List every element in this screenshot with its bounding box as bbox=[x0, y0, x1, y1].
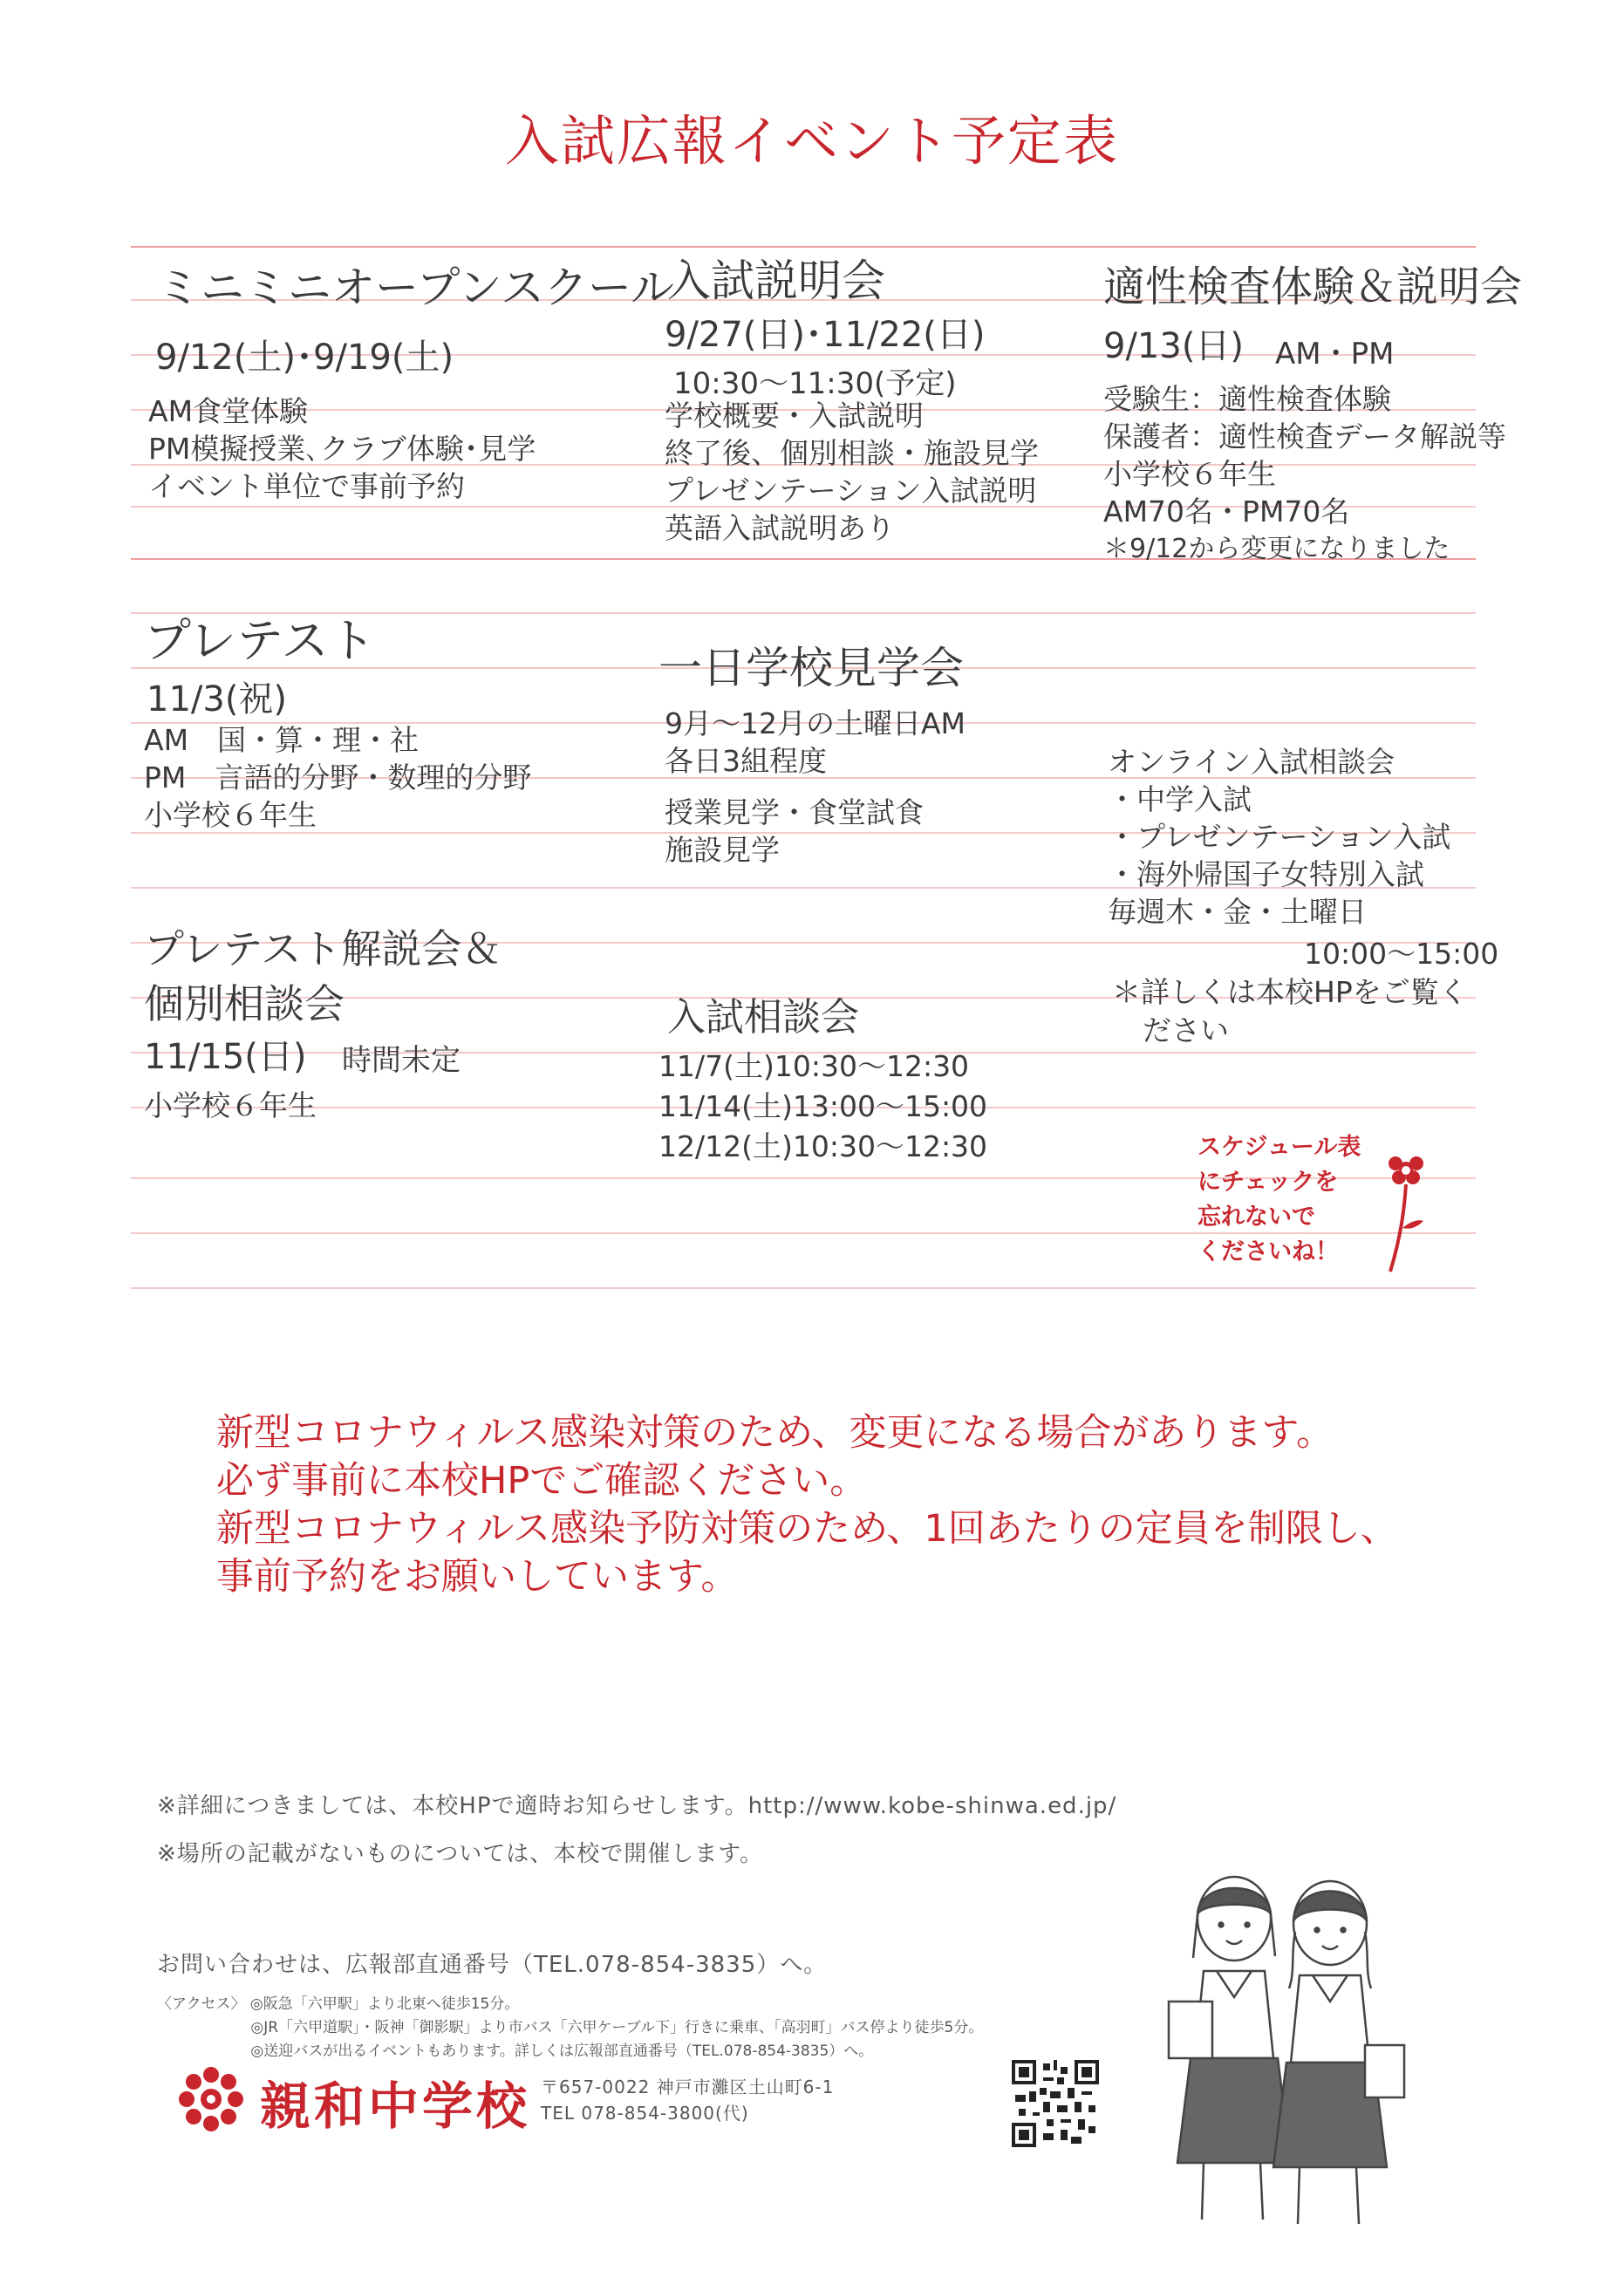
event-time: 10:30～11:30(予定) bbox=[673, 366, 957, 401]
event-details: 小学校６年生 bbox=[144, 1088, 317, 1122]
flower-illustration bbox=[1378, 1149, 1430, 1280]
footer-note-details: ※詳細につきましては、本校HPで適時お知らせします。http://www.kobe-shinwa.ed.jp/ bbox=[157, 1793, 1117, 1819]
covid-notice: 新型コロナウィルス感染対策のため、変更になる場合があります。 必ず事前に本校HPでご確認ください。 新型コロナウィルス感染予防対策のため、1回あたりの定員を制限し、 事前予約をお願いしています。 bbox=[216, 1411, 1398, 1599]
event-heading: 入試説明会 bbox=[667, 256, 885, 306]
event-date: 9/12(土)･9/19(土) bbox=[155, 338, 454, 378]
footer-note-venue: ※場所の記載がないものについては、本校で開催します。 bbox=[157, 1841, 764, 1867]
event-details: AM 国・算・理・社 PM 言語的分野・数理的分野 小学校６年生 bbox=[144, 723, 532, 832]
event-time: 時間未定 bbox=[342, 1043, 461, 1078]
event-heading: ミニミニオープンスクール bbox=[157, 263, 674, 313]
event-details: 9月～12月の土曜日AM 各日3組程度 bbox=[665, 706, 966, 778]
school-crest-icon bbox=[174, 2063, 248, 2136]
event-heading: プレテスト bbox=[144, 613, 376, 668]
event-details: 受験生：適性検査体験 保護者：適性検査データ解説等 小学校６年生 AM70名・PM70名 ＊9/12から変更になりました bbox=[1103, 382, 1506, 564]
school-address: 〒657-0022 神戸市灘区土山町6-1 TEL 078-854-3800(代) bbox=[541, 2077, 835, 2124]
event-details: 学校概要・入試説明 終了後、個別相談・施設見学 プレゼンテーション入試説明 英語入試説明あり bbox=[665, 399, 1039, 545]
event-heading: 入試相談会 bbox=[667, 995, 859, 1040]
footer-contact: お問い合わせは、広報部直通番号（TEL.078-854-3835）へ。 bbox=[157, 1952, 828, 1978]
event-date: 9/13(日) bbox=[1103, 326, 1245, 366]
school-name: 親和中学校 bbox=[260, 2077, 531, 2136]
qr-code-icon[interactable] bbox=[1012, 2060, 1099, 2147]
event-details: オンライン入試相談会 ・中学入試 ・プレゼンテーション入試 ・海外帰国子女特別入試 毎週木・金・土曜日 bbox=[1108, 745, 1451, 929]
event-date: 9/27(日)･11/22(日) bbox=[665, 315, 986, 355]
page-title: 入試広報イベント予定表 bbox=[504, 109, 1119, 173]
event-heading-2: 個別相談会 bbox=[144, 980, 345, 1027]
event-details: 11/7(土)10:30～12:30 11/14(土)13:00～15:00 12/12(土)10:30～12:30 bbox=[658, 1049, 988, 1163]
event-details: AM食堂体験 PM模擬授業､クラブ体験･見学 イベント単位で事前予約 bbox=[148, 394, 536, 503]
event-note: ＊詳しくは本校HPをご覧く bbox=[1112, 975, 1468, 1009]
event-heading: 一日学校見学会 bbox=[658, 643, 964, 693]
event-details-2: 授業見学・食堂試食 施設見学 bbox=[665, 795, 924, 867]
event-time: 10:00～15:00 bbox=[1304, 937, 1499, 971]
students-illustration bbox=[1151, 1853, 1413, 2237]
event-note-2: ださい bbox=[1143, 1013, 1229, 1047]
event-date: 11/3(祝) bbox=[147, 679, 288, 719]
reminder-text: スケジュール表 にチェックを 忘れないで くださいね！ bbox=[1198, 1134, 1361, 1265]
event-time: AM・PM bbox=[1275, 337, 1395, 372]
event-heading: 適性検査体験＆説明会 bbox=[1103, 263, 1523, 311]
event-heading: プレテスト解説会＆ bbox=[144, 925, 502, 972]
footer-access: 〈アクセス〉 ◎阪急「六甲駅」より北東へ徒歩15分。 ◎JR「六甲道駅」・阪神「御影駅」より市バス「六甲ケーブル下」行きに乗車、「高羽町」バス停より徒歩5分。 ◎送迎バスが出るイベントもあります。詳しくは広報部直通番号（TEL.078-854-3835）へ。 bbox=[157, 1995, 984, 2060]
event-date: 11/15(日) bbox=[144, 1037, 307, 1077]
